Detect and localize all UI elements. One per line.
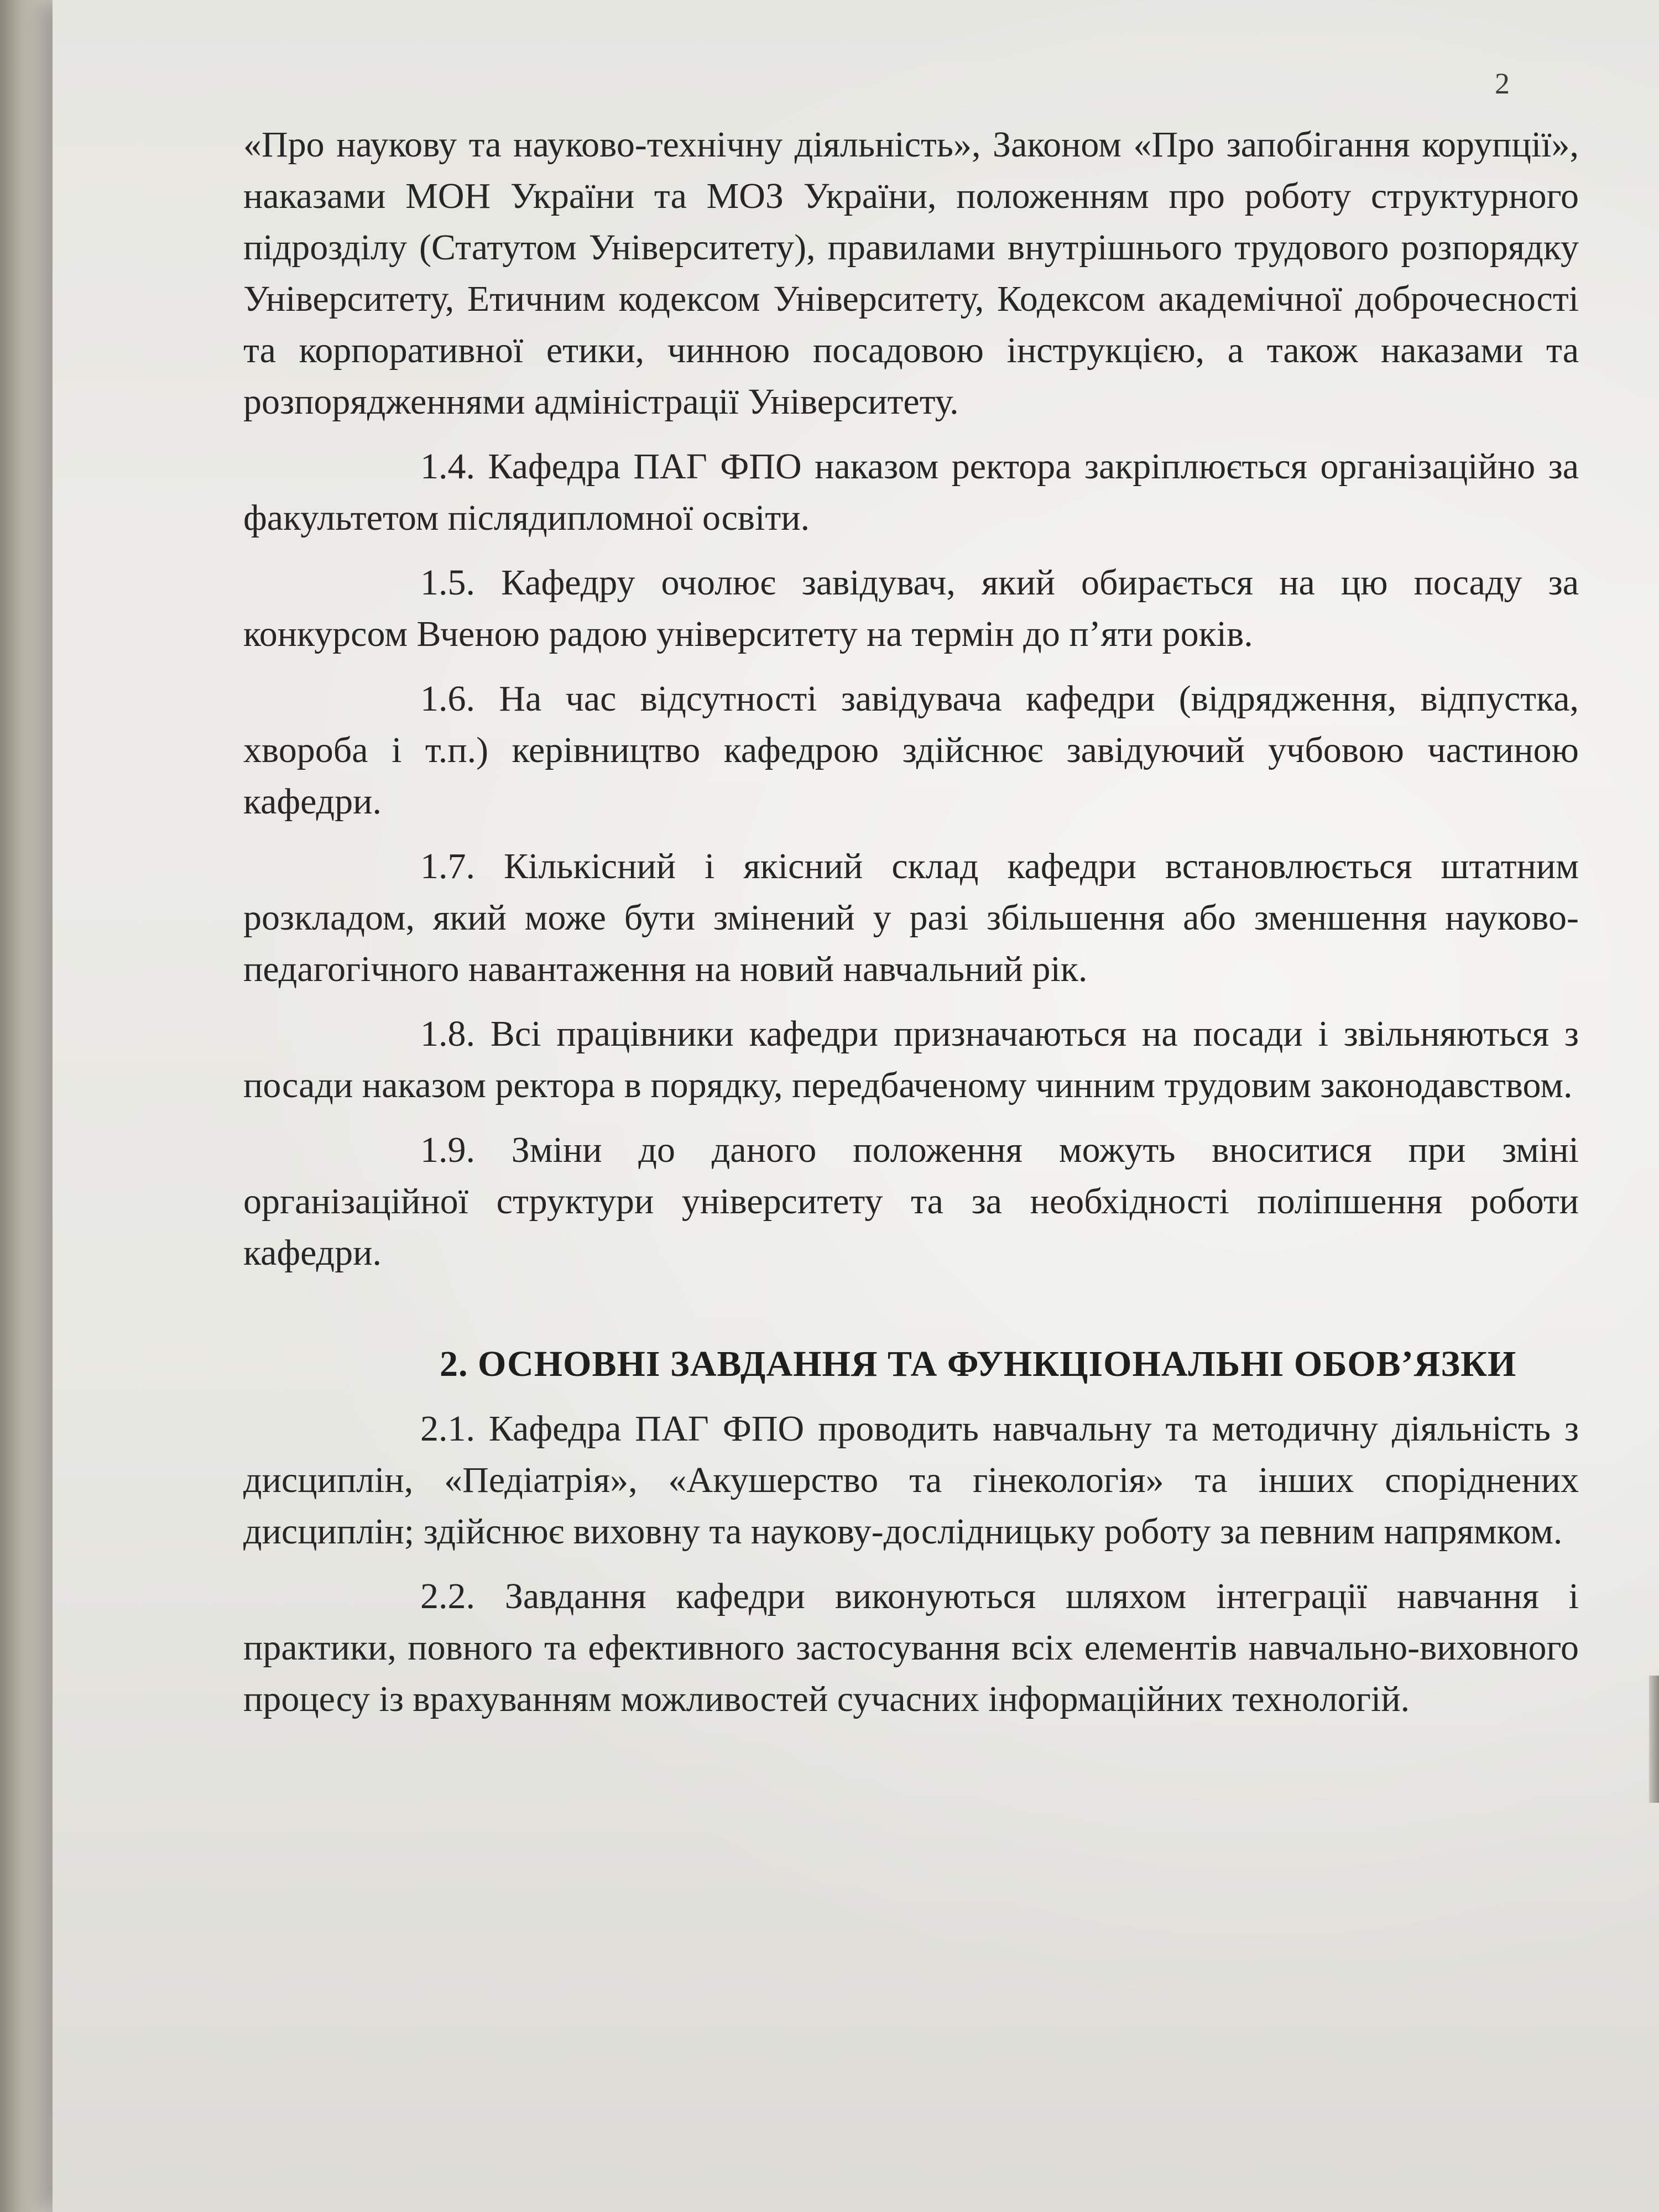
paragraph-1-6: 1.6. На час відсутності завідувача кафедри (відрядження, відпустка, хвороба і т.п.) керівництво кафедрою здійснює завідуючий учбовою частиною кафедри.: [243, 679, 1579, 822]
paragraph-1-9: 1.9. Зміни до даного положення можуть вноситися при зміні організаційної структури університету та за необхідності поліпшення роботи кафедри.: [243, 1130, 1579, 1273]
paragraph-1-8: 1.8. Всі працівники кафедри призначаються на посади і звільняються з посади наказом ректора в порядку, передбаченому чинним трудовим законодавством.: [243, 1014, 1579, 1105]
paragraph-1-7: 1.7. Кількісний і якісний склад кафедри встановлюється штатним розкладом, який може бути змінений у разі збільшення або зменшення науково-педагогічного навантаження на новий навчальний рік.: [243, 846, 1579, 989]
paragraph-intro: «Про наукову та науково-технічну діяльність», Законом «Про запобігання корупції», наказами МОН України та МОЗ України, положенням про роботу структурного підрозділу (Статутом Університету), правилами внутрішнього трудового розпорядку Університету, Етичним кодексом Університету, Кодексом академічної доброчесності та корпоративної етики, чинною посадовою інструкцією, а також наказами та розпорядженнями адміністрації Університету.: [243, 124, 1579, 422]
document-page: [53, 0, 1659, 2212]
page-number: 2: [1495, 67, 1510, 100]
paragraph-1-5: 1.5. Кафедру очолює завідувач, який обирається на цю посаду за конкурсом Вченою радою університету на термін до п’яти років.: [243, 562, 1579, 654]
document-body: [243, 119, 1579, 1725]
section-2-heading: 2. ОСНОВНІ ЗАВДАННЯ ТА ФУНКЦІОНАЛЬНІ ОБОВ’ЯЗКИ: [440, 1344, 1517, 1384]
paragraph-2-2: 2.2. Завдання кафедри виконуються шляхом інтеграції навчання і практики, повного та ефективного застосування всіх елементів навчально-виховного процесу із врахуванням можливостей сучасних інформаційних технологій.: [243, 1576, 1579, 1719]
paragraph-1-4: 1.4. Кафедра ПАГ ФПО наказом ректора закріплюється організаційно за факультетом післядипломної освіти.: [243, 446, 1579, 538]
binder-clip-edge: [1649, 1676, 1659, 1803]
paragraph-2-1: 2.1. Кафедра ПАГ ФПО проводить навчальну та методичну діяльність з дисциплін, «Педіатрія», «Акушерство та гінекологія» та інших споріднених дисциплін; здійснює виховну та наукову-дослідницьку роботу за певним напрямком.: [243, 1408, 1579, 1552]
